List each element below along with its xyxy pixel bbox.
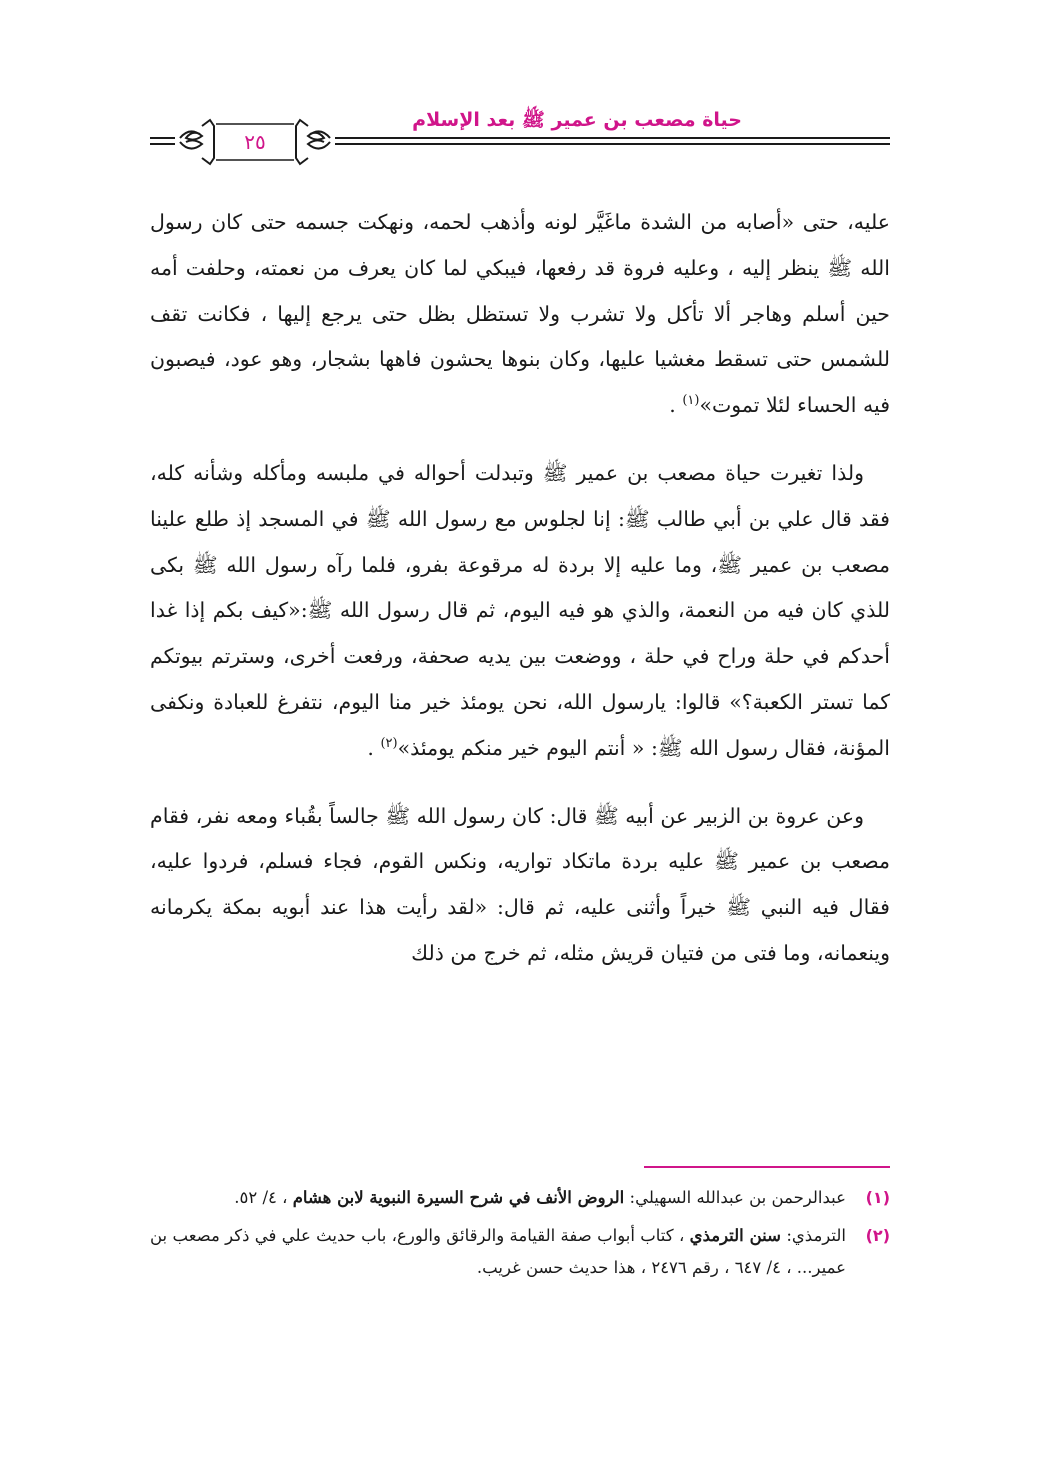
- text-line: إليها ، فكانت تقف للشمس حتى تسقط مغشيا عليها، وكان بنوها يحشون فاهها: [150, 301, 890, 372]
- text-line: « أنتم اليوم خير منكم يومئذ»: [397, 735, 645, 760]
- paragraph: [150, 794, 890, 977]
- text-line: فسلم، فردوا عليه، فقال فيه النبي ﷺ خيراً وأثنى عليه، ثم قال: «لقد رأيت هذا: [150, 849, 890, 920]
- footnote-reference: (١): [682, 393, 700, 409]
- text-line: رسول الله ﷺ ينظر إليه ، وعليه فروة قد رفعها، فيبكي لما كان يعرف من نعمته،: [150, 210, 890, 280]
- running-title: حياة مصعب بن عمير ﷺ بعد الإسلام: [412, 109, 742, 131]
- footnote-divider: [644, 1166, 890, 1168]
- text-line: وشأنه كله، فقد قال علي بن أبي طالب ﷺ: إنا لجلوس مع رسول الله ﷺ في: [150, 460, 890, 531]
- footnote-item: [150, 1182, 890, 1214]
- footnote-number: (٢): [865, 1226, 890, 1245]
- header-rule: [335, 143, 890, 145]
- footnote-text: ، ٤/ ٥٢.: [234, 1188, 293, 1207]
- footnote-text: الترمذي:: [780, 1226, 846, 1245]
- text-line: ولذا تغيرت حياة مصعب بن عمير ﷺ وتبدلت أحواله في ملبسه ومأكله: [252, 460, 864, 485]
- footnote-item: [150, 1220, 890, 1284]
- page-number: ٢٥: [244, 130, 266, 154]
- text-line: بشجار، وهو عود، فيصبون فيه الحساء لئلا تموت»: [150, 347, 890, 418]
- header-rule: [335, 137, 890, 139]
- main-text: [150, 200, 890, 999]
- page-header: [150, 108, 890, 168]
- footnote-text: ، كتاب أبواب صفة القيامة والرقائق والورع، باب حديث علي في ذكر مصعب بن عمير... ، ٤/ ٦٤٧ ، رقم ٢٤٧٦ ، هذا حديث حسن غريب.: [150, 1226, 846, 1277]
- text-line: رسول الله ﷺ:«كيف بكم إذا غدا أحدكم في حلة وراح في حلة ، ووضعت بين: [150, 598, 890, 669]
- paragraph: [150, 451, 890, 772]
- text-line: الله، نحن يومئذ خير منا اليوم، نتفرغ للعبادة ونكفى المؤنة، فقال رسول الله ﷺ:: [150, 689, 890, 760]
- footnote-reference: (٢): [380, 735, 398, 751]
- text-line: وحلفت أمه حين أسلم وهاجر ألا تأكل ولا تشرب ولا تستظل بظل حتى يرجع: [150, 255, 890, 326]
- text-line: عند أبويه بمكة يكرمانه وينعمانه، وما فتى من فتيان قريش مثله، ثم خرج من ذلك: [150, 895, 890, 965]
- footnote-text: عبدالرحمن بن عبدالله السهيلي:: [624, 1188, 846, 1207]
- page-number-ornament: [172, 116, 338, 168]
- paragraph: [150, 200, 890, 429]
- footnote-book-title: سنن الترمذي: [689, 1226, 781, 1245]
- footnotes: [150, 1182, 890, 1290]
- text-line: المسجد إذ طلع علينا مصعب بن عمير ﷺ، وما عليه إلا بردة له مرقوعة بفرو،: [150, 506, 890, 577]
- text-line: يديه صحفة، ورفعت أخرى، وسترتم بيوتكم كما تستر الكعبة؟» قالوا: يارسول: [150, 644, 890, 714]
- paragraph-end: .: [669, 393, 683, 418]
- text-line: وعن عروة بن الزبير عن أبيه ﷺ قال: كان رسول الله ﷺ جالساً بقُباء ومعه: [236, 803, 864, 828]
- text-line: عليه، حتى «أصابه من الشدة ماغَيَّر لونه وأذهب لحمه، ونهكت جسمه حتى كان: [211, 210, 890, 234]
- text-line: نفر، فقام مصعب بن عمير ﷺ عليه بردة ماتكاد تواريه، ونكس القوم، فجاء: [150, 803, 890, 874]
- text-line: فلما رآه رسول الله ﷺ بكى للذي كان فيه من النعمة، والذي هو فيه اليوم، ثم قال: [150, 552, 890, 623]
- paragraph-end: .: [367, 735, 381, 760]
- footnote-number: (١): [865, 1188, 890, 1207]
- footnote-book-title: الروض الأنف في شرح السيرة النبوية لابن هشام: [292, 1188, 625, 1207]
